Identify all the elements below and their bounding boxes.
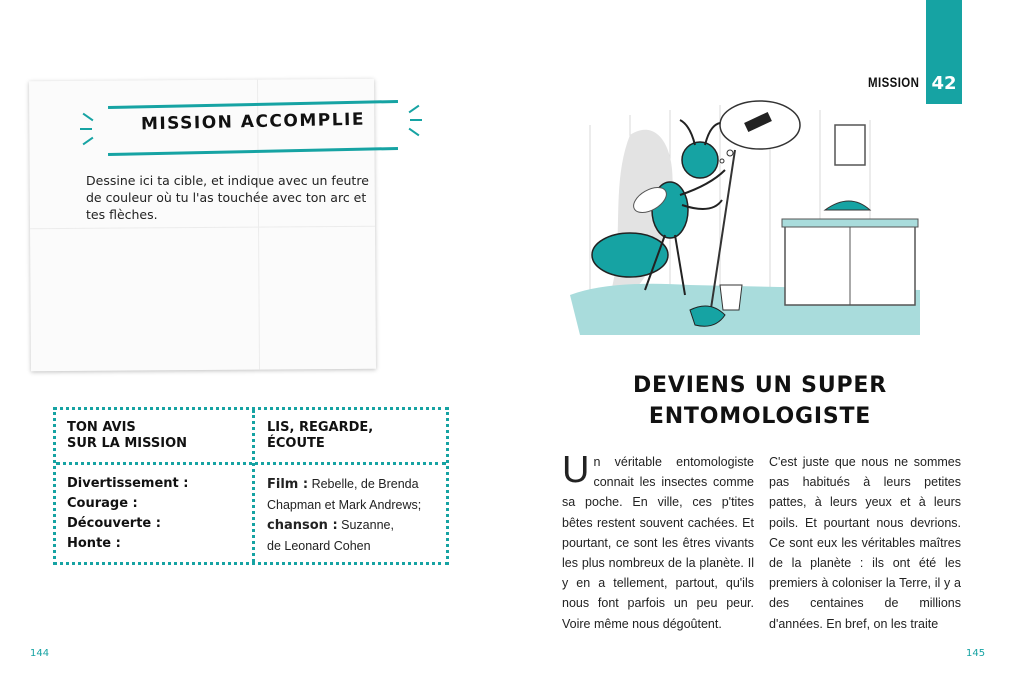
article-title-line2: ENTOMOLOGISTE: [648, 404, 872, 429]
mission-number: 42: [931, 73, 957, 94]
banner-burst-left-icon: [78, 112, 102, 148]
criterion-decouverte: Découverte :: [67, 516, 161, 531]
ton-avis-heading-line1: TON AVIS: [67, 420, 136, 435]
chanson-label: chanson :: [267, 518, 338, 533]
film-line-1: Rebelle, de Brenda: [311, 477, 419, 491]
banner-burst-right-icon: [404, 106, 428, 142]
film-label: Film :: [267, 477, 309, 492]
mission-label: MISSION: [868, 74, 920, 90]
mission-instructions: Dessine ici ta cible, et indique avec un feutre de couleur où tu l'as touchée avec ton arc et tes flèches.: [86, 173, 369, 222]
article-title: [560, 370, 960, 432]
chanson-line-2: de Leonard Cohen: [267, 539, 371, 553]
ton-avis-heading: [67, 420, 187, 452]
avis-box-divider-horizontal: [56, 462, 446, 465]
lis-regarde-heading-line1: LIS, REGARDE,: [267, 420, 374, 435]
suggestions: [267, 474, 447, 556]
dropcap: U: [562, 449, 590, 491]
avis-box-divider-vertical: [252, 410, 255, 562]
article-column-1: [562, 449, 754, 634]
avis-box: [53, 407, 449, 565]
chanson-line-1: Suzanne,: [341, 518, 394, 532]
film-line-2: Chapman et Mark Andrews;: [267, 498, 422, 512]
criterion-courage: Courage :: [67, 496, 138, 511]
paper-fold-horizontal: [30, 226, 375, 229]
ant-cleaning-illustration: [570, 95, 920, 345]
lis-regarde-heading: [267, 420, 373, 452]
folio-right: 145: [966, 648, 986, 659]
ton-avis-heading-line2: SUR LA MISSION: [67, 436, 188, 451]
lis-regarde-heading-line2: ÉCOUTE: [267, 436, 325, 451]
folio-left: 144: [30, 648, 50, 659]
criterion-divertissement: Divertissement :: [67, 476, 189, 491]
article-title-line1: DEVIENS UN SUPER: [633, 373, 887, 398]
article-column-1-text: n véritable entomologiste connait les insectes comme sa poche. En ville, ces p'tites bêtes restent souvent cachées. Et pourtant, ce sont les êtres vivants les plus nombreux de la planète. Il y en a tellement, partout, qu'ils nous font parfois un peu peur. Voire même nous dégoûtent.: [562, 455, 754, 631]
criterion-honte: Honte :: [67, 536, 121, 551]
article-column-2: C'est juste que nous ne sommes pas habitués à leurs petites pattes, à leurs yeux et à leurs poils. Et pourtant nous devrions. Ce sont eux les véritables maîtres de la planète : ils ont été les premiers à coloniser la Terre, il y a des centaines de millions d'années. En bref, on les traite: [769, 455, 961, 631]
mission-accomplie-title: MISSION ACCOMPLIE: [140, 109, 366, 135]
